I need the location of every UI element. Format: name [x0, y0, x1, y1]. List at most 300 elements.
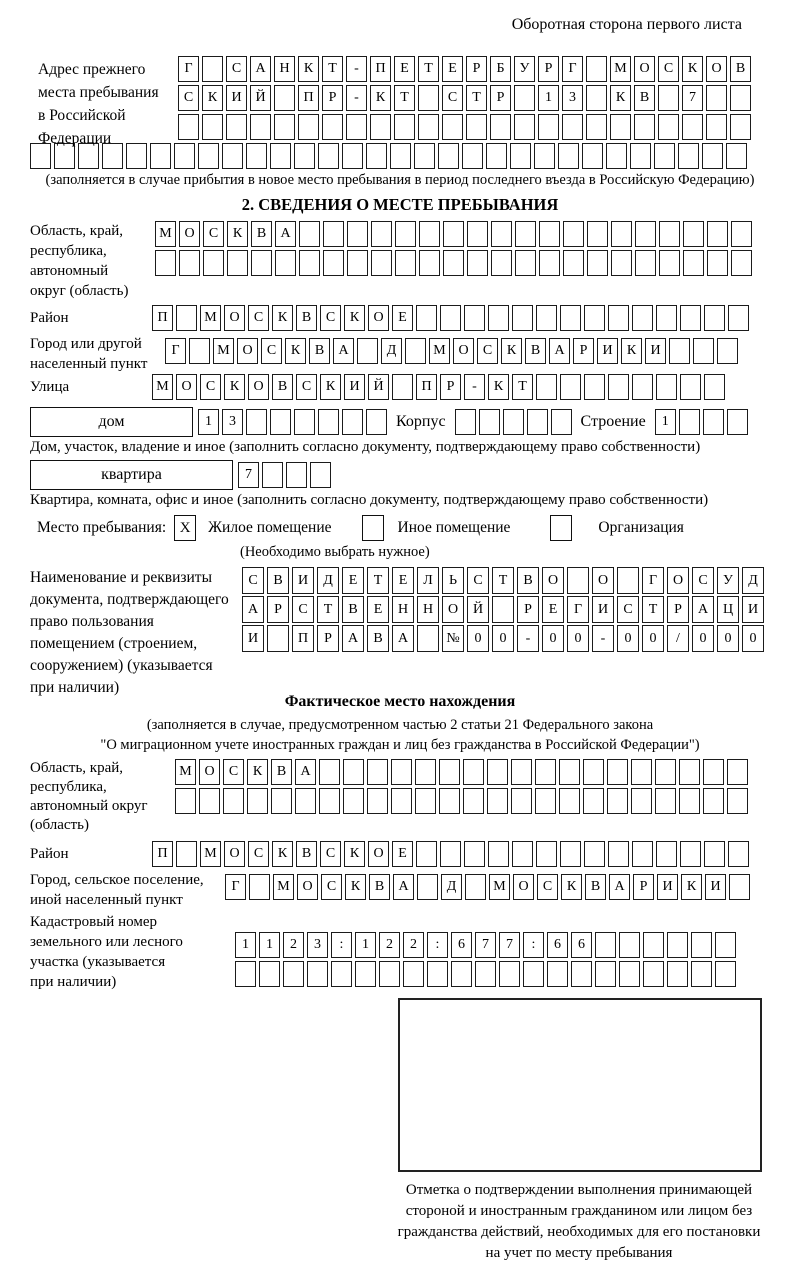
form-cell[interactable]	[419, 221, 440, 247]
form-cell[interactable]	[487, 759, 508, 785]
form-cell[interactable]: Е	[392, 567, 414, 594]
form-cell[interactable]	[294, 409, 315, 435]
form-cell[interactable]	[515, 221, 536, 247]
form-cell[interactable]	[463, 788, 484, 814]
form-cell[interactable]: К	[344, 841, 365, 867]
form-cell[interactable]	[679, 409, 700, 435]
form-cell[interactable]: С	[223, 759, 244, 785]
form-cell[interactable]	[514, 85, 535, 111]
form-cell[interactable]	[367, 788, 388, 814]
form-cell[interactable]	[559, 759, 580, 785]
form-cell[interactable]	[535, 788, 556, 814]
form-cell[interactable]	[347, 221, 368, 247]
form-cell[interactable]: С	[537, 874, 558, 900]
form-cell[interactable]: А	[692, 596, 714, 623]
form-cell[interactable]: 1	[198, 409, 219, 435]
form-cell[interactable]: Е	[392, 305, 413, 331]
form-cell[interactable]	[656, 305, 677, 331]
form-cell[interactable]	[617, 567, 639, 594]
form-cell[interactable]: О	[297, 874, 318, 900]
form-cell[interactable]	[680, 374, 701, 400]
form-cell[interactable]: А	[342, 625, 364, 652]
form-cell[interactable]	[174, 143, 195, 169]
form-cell[interactable]: Г	[562, 56, 583, 82]
form-cell[interactable]	[259, 961, 280, 987]
checkbox-inoe[interactable]	[362, 515, 384, 541]
form-cell[interactable]	[370, 114, 391, 140]
form-cell[interactable]: Г	[567, 596, 589, 623]
form-cell[interactable]: А	[609, 874, 630, 900]
form-cell[interactable]	[728, 305, 749, 331]
form-cell[interactable]: 1	[355, 932, 376, 958]
form-cell[interactable]: С	[477, 338, 498, 364]
form-cell[interactable]	[492, 596, 514, 623]
form-cell[interactable]: Р	[322, 85, 343, 111]
form-cell[interactable]: К	[298, 56, 319, 82]
form-cell[interactable]	[631, 788, 652, 814]
form-cell[interactable]: С	[442, 85, 463, 111]
form-cell[interactable]	[371, 250, 392, 276]
form-cell[interactable]: А	[275, 221, 296, 247]
form-cell[interactable]: А	[250, 56, 271, 82]
form-cell[interactable]: С	[692, 567, 714, 594]
form-cell[interactable]: В	[517, 567, 539, 594]
form-cell[interactable]: Й	[368, 374, 389, 400]
form-cell[interactable]	[267, 625, 289, 652]
form-cell[interactable]: М	[200, 841, 221, 867]
form-cell[interactable]	[342, 143, 363, 169]
form-cell[interactable]	[611, 221, 632, 247]
form-cell[interactable]	[323, 221, 344, 247]
form-cell[interactable]: 0	[467, 625, 489, 652]
form-cell[interactable]	[730, 85, 751, 111]
form-cell[interactable]: 3	[562, 85, 583, 111]
form-cell[interactable]: С	[321, 874, 342, 900]
form-cell[interactable]	[319, 759, 340, 785]
form-cell[interactable]	[226, 114, 247, 140]
form-cell[interactable]	[499, 961, 520, 987]
form-cell[interactable]	[299, 221, 320, 247]
form-cell[interactable]: А	[393, 874, 414, 900]
form-cell[interactable]: К	[224, 374, 245, 400]
form-cell[interactable]: С	[200, 374, 221, 400]
form-cell[interactable]	[443, 221, 464, 247]
form-cell[interactable]	[703, 409, 724, 435]
form-cell[interactable]: 7	[682, 85, 703, 111]
form-cell[interactable]	[534, 143, 555, 169]
form-cell[interactable]	[654, 143, 675, 169]
form-cell[interactable]	[655, 759, 676, 785]
form-cell[interactable]: П	[416, 374, 437, 400]
form-cell[interactable]: О	[542, 567, 564, 594]
form-cell[interactable]	[274, 114, 295, 140]
form-cell[interactable]: Е	[367, 596, 389, 623]
form-cell[interactable]	[630, 143, 651, 169]
form-cell[interactable]: №	[442, 625, 464, 652]
form-cell[interactable]	[535, 759, 556, 785]
form-cell[interactable]	[439, 759, 460, 785]
form-cell[interactable]: М	[155, 221, 176, 247]
form-cell[interactable]	[667, 932, 688, 958]
form-cell[interactable]: Р	[267, 596, 289, 623]
form-cell[interactable]	[704, 841, 725, 867]
form-cell[interactable]: К	[272, 305, 293, 331]
form-cell[interactable]	[250, 114, 271, 140]
form-cell[interactable]	[551, 409, 572, 435]
form-cell[interactable]	[582, 143, 603, 169]
form-cell[interactable]: Р	[517, 596, 539, 623]
form-cell[interactable]: А	[242, 596, 264, 623]
form-cell[interactable]: :	[331, 932, 352, 958]
form-cell[interactable]: Р	[573, 338, 594, 364]
form-cell[interactable]: К	[202, 85, 223, 111]
form-cell[interactable]	[275, 250, 296, 276]
form-cell[interactable]	[487, 788, 508, 814]
form-cell[interactable]: О	[706, 56, 727, 82]
form-cell[interactable]	[635, 250, 656, 276]
form-cell[interactable]: С	[248, 841, 269, 867]
form-cell[interactable]	[355, 961, 376, 987]
form-cell[interactable]	[488, 841, 509, 867]
form-cell[interactable]	[731, 221, 752, 247]
form-cell[interactable]: В	[251, 221, 272, 247]
form-cell[interactable]	[503, 409, 524, 435]
form-cell[interactable]: Т	[418, 56, 439, 82]
form-cell[interactable]: Т	[394, 85, 415, 111]
form-cell[interactable]	[704, 374, 725, 400]
form-cell[interactable]	[343, 788, 364, 814]
form-cell[interactable]: 3	[222, 409, 243, 435]
form-cell[interactable]	[527, 409, 548, 435]
form-cell[interactable]	[415, 788, 436, 814]
form-cell[interactable]	[403, 961, 424, 987]
form-cell[interactable]: П	[298, 85, 319, 111]
form-cell[interactable]: К	[488, 374, 509, 400]
form-cell[interactable]	[643, 961, 664, 987]
form-cell[interactable]	[249, 874, 270, 900]
form-cell[interactable]: И	[705, 874, 726, 900]
form-cell[interactable]: И	[742, 596, 764, 623]
form-cell[interactable]	[455, 409, 476, 435]
form-cell[interactable]	[395, 250, 416, 276]
form-cell[interactable]: В	[272, 374, 293, 400]
form-cell[interactable]	[539, 221, 560, 247]
form-cell[interactable]	[464, 841, 485, 867]
form-cell[interactable]: В	[634, 85, 655, 111]
form-cell[interactable]	[731, 250, 752, 276]
form-cell[interactable]: А	[333, 338, 354, 364]
form-cell[interactable]	[442, 114, 463, 140]
form-cell[interactable]: 2	[403, 932, 424, 958]
form-cell[interactable]: К	[272, 841, 293, 867]
form-cell[interactable]	[715, 932, 736, 958]
form-cell[interactable]	[178, 114, 199, 140]
checkbox-zhiloe[interactable]: X	[174, 515, 196, 541]
form-cell[interactable]	[198, 143, 219, 169]
form-cell[interactable]	[658, 85, 679, 111]
form-cell[interactable]: О	[224, 305, 245, 331]
form-cell[interactable]: К	[247, 759, 268, 785]
form-cell[interactable]: Т	[642, 596, 664, 623]
form-cell[interactable]	[467, 221, 488, 247]
form-cell[interactable]: 0	[617, 625, 639, 652]
form-cell[interactable]	[199, 788, 220, 814]
form-cell[interactable]: И	[292, 567, 314, 594]
form-cell[interactable]: Р	[633, 874, 654, 900]
form-cell[interactable]: 0	[567, 625, 589, 652]
form-cell[interactable]: К	[285, 338, 306, 364]
form-cell[interactable]: И	[592, 596, 614, 623]
form-cell[interactable]	[631, 759, 652, 785]
form-cell[interactable]	[307, 961, 328, 987]
form-cell[interactable]	[467, 250, 488, 276]
form-cell[interactable]: В	[369, 874, 390, 900]
form-cell[interactable]	[707, 221, 728, 247]
form-cell[interactable]	[394, 114, 415, 140]
form-cell[interactable]: 1	[259, 932, 280, 958]
form-cell[interactable]: В	[267, 567, 289, 594]
form-cell[interactable]: М	[610, 56, 631, 82]
form-cell[interactable]: :	[523, 932, 544, 958]
form-cell[interactable]: Д	[441, 874, 462, 900]
form-cell[interactable]: О	[592, 567, 614, 594]
form-cell[interactable]	[227, 250, 248, 276]
form-cell[interactable]	[322, 114, 343, 140]
form-cell[interactable]	[728, 841, 749, 867]
form-cell[interactable]: А	[392, 625, 414, 652]
form-cell[interactable]	[391, 759, 412, 785]
form-cell[interactable]	[176, 305, 197, 331]
form-cell[interactable]	[547, 961, 568, 987]
form-cell[interactable]: М	[429, 338, 450, 364]
form-cell[interactable]	[414, 143, 435, 169]
form-cell[interactable]	[727, 409, 748, 435]
form-cell[interactable]	[466, 114, 487, 140]
form-cell[interactable]: Т	[512, 374, 533, 400]
form-cell[interactable]: 7	[475, 932, 496, 958]
form-cell[interactable]	[479, 409, 500, 435]
form-cell[interactable]	[536, 841, 557, 867]
form-cell[interactable]	[539, 250, 560, 276]
form-cell[interactable]	[656, 841, 677, 867]
form-cell[interactable]: У	[717, 567, 739, 594]
form-cell[interactable]: К	[621, 338, 642, 364]
form-cell[interactable]: Р	[466, 56, 487, 82]
form-cell[interactable]	[511, 788, 532, 814]
form-cell[interactable]: С	[248, 305, 269, 331]
form-cell[interactable]	[560, 305, 581, 331]
form-cell[interactable]	[682, 114, 703, 140]
form-cell[interactable]	[515, 250, 536, 276]
form-cell[interactable]: М	[200, 305, 221, 331]
form-cell[interactable]	[656, 374, 677, 400]
form-cell[interactable]	[643, 932, 664, 958]
form-cell[interactable]: Е	[442, 56, 463, 82]
form-cell[interactable]	[584, 305, 605, 331]
form-cell[interactable]: Й	[250, 85, 271, 111]
form-cell[interactable]	[715, 961, 736, 987]
form-cell[interactable]: 7	[238, 462, 259, 488]
form-cell[interactable]: О	[634, 56, 655, 82]
form-cell[interactable]	[693, 338, 714, 364]
form-cell[interactable]	[659, 221, 680, 247]
form-cell[interactable]	[669, 338, 690, 364]
form-cell[interactable]	[418, 114, 439, 140]
form-cell[interactable]: В	[730, 56, 751, 82]
form-cell[interactable]	[318, 409, 339, 435]
form-cell[interactable]: -	[346, 56, 367, 82]
form-cell[interactable]: 7	[499, 932, 520, 958]
form-cell[interactable]: К	[344, 305, 365, 331]
form-cell[interactable]	[562, 114, 583, 140]
form-cell[interactable]	[443, 250, 464, 276]
form-cell[interactable]	[727, 759, 748, 785]
form-cell[interactable]: К	[501, 338, 522, 364]
form-cell[interactable]: О	[667, 567, 689, 594]
form-cell[interactable]: 1	[655, 409, 676, 435]
form-cell[interactable]	[323, 250, 344, 276]
form-cell[interactable]: 1	[235, 932, 256, 958]
form-cell[interactable]: О	[237, 338, 258, 364]
form-cell[interactable]	[587, 221, 608, 247]
form-cell[interactable]: К	[610, 85, 631, 111]
form-cell[interactable]	[586, 85, 607, 111]
form-cell[interactable]	[595, 932, 616, 958]
form-cell[interactable]	[679, 788, 700, 814]
form-cell[interactable]: П	[292, 625, 314, 652]
form-cell[interactable]: У	[514, 56, 535, 82]
form-cell[interactable]	[586, 114, 607, 140]
form-cell[interactable]	[680, 305, 701, 331]
form-cell[interactable]	[514, 114, 535, 140]
form-cell[interactable]	[558, 143, 579, 169]
form-cell[interactable]: О	[368, 841, 389, 867]
form-cell[interactable]	[283, 961, 304, 987]
form-cell[interactable]	[299, 250, 320, 276]
form-cell[interactable]	[571, 961, 592, 987]
form-cell[interactable]: С	[178, 85, 199, 111]
form-cell[interactable]: И	[597, 338, 618, 364]
form-cell[interactable]: 0	[642, 625, 664, 652]
form-cell[interactable]	[607, 788, 628, 814]
form-cell[interactable]	[632, 305, 653, 331]
form-cell[interactable]: В	[525, 338, 546, 364]
form-cell[interactable]: Т	[466, 85, 487, 111]
form-cell[interactable]: Д	[381, 338, 402, 364]
form-cell[interactable]	[704, 305, 725, 331]
form-cell[interactable]	[560, 374, 581, 400]
form-cell[interactable]: 3	[307, 932, 328, 958]
checkbox-organizatsiya[interactable]	[550, 515, 572, 541]
form-cell[interactable]	[678, 143, 699, 169]
form-cell[interactable]	[465, 874, 486, 900]
form-cell[interactable]: Д	[317, 567, 339, 594]
form-cell[interactable]: В	[296, 841, 317, 867]
form-cell[interactable]	[371, 221, 392, 247]
form-cell[interactable]: Г	[225, 874, 246, 900]
form-cell[interactable]: Е	[542, 596, 564, 623]
form-cell[interactable]: М	[213, 338, 234, 364]
form-cell[interactable]: О	[442, 596, 464, 623]
form-cell[interactable]	[395, 221, 416, 247]
form-cell[interactable]: С	[617, 596, 639, 623]
form-cell[interactable]: П	[370, 56, 391, 82]
form-cell[interactable]	[342, 409, 363, 435]
form-cell[interactable]: 1	[538, 85, 559, 111]
form-cell[interactable]: И	[242, 625, 264, 652]
form-cell[interactable]	[251, 250, 272, 276]
form-cell[interactable]: Н	[417, 596, 439, 623]
form-cell[interactable]: И	[226, 85, 247, 111]
form-cell[interactable]	[606, 143, 627, 169]
form-cell[interactable]: Н	[274, 56, 295, 82]
form-cell[interactable]	[702, 143, 723, 169]
form-cell[interactable]	[262, 462, 283, 488]
form-cell[interactable]	[488, 305, 509, 331]
form-cell[interactable]	[419, 250, 440, 276]
form-cell[interactable]	[730, 114, 751, 140]
form-cell[interactable]	[463, 759, 484, 785]
form-cell[interactable]	[451, 961, 472, 987]
form-cell[interactable]: С	[320, 305, 341, 331]
form-cell[interactable]: М	[152, 374, 173, 400]
form-cell[interactable]	[343, 759, 364, 785]
form-cell[interactable]	[679, 759, 700, 785]
form-cell[interactable]	[667, 961, 688, 987]
form-cell[interactable]	[347, 250, 368, 276]
form-cell[interactable]: -	[517, 625, 539, 652]
form-cell[interactable]: 2	[379, 932, 400, 958]
form-cell[interactable]	[417, 874, 438, 900]
form-cell[interactable]: С	[261, 338, 282, 364]
form-cell[interactable]	[510, 143, 531, 169]
form-cell[interactable]	[659, 250, 680, 276]
form-cell[interactable]	[475, 961, 496, 987]
form-cell[interactable]	[295, 788, 316, 814]
form-cell[interactable]: К	[682, 56, 703, 82]
form-cell[interactable]: И	[657, 874, 678, 900]
form-cell[interactable]	[607, 759, 628, 785]
form-cell[interactable]	[405, 338, 426, 364]
form-cell[interactable]	[560, 841, 581, 867]
form-cell[interactable]: Р	[440, 374, 461, 400]
form-cell[interactable]: С	[226, 56, 247, 82]
form-cell[interactable]	[563, 250, 584, 276]
form-cell[interactable]: В	[309, 338, 330, 364]
form-cell[interactable]: 0	[542, 625, 564, 652]
form-cell[interactable]	[703, 788, 724, 814]
form-cell[interactable]: -	[592, 625, 614, 652]
form-cell[interactable]	[286, 462, 307, 488]
form-cell[interactable]: Р	[317, 625, 339, 652]
form-cell[interactable]	[418, 85, 439, 111]
form-cell[interactable]: С	[658, 56, 679, 82]
form-cell[interactable]	[587, 250, 608, 276]
form-cell[interactable]: М	[489, 874, 510, 900]
form-cell[interactable]	[247, 788, 268, 814]
form-cell[interactable]: С	[203, 221, 224, 247]
form-cell[interactable]: К	[345, 874, 366, 900]
form-cell[interactable]: О	[248, 374, 269, 400]
form-cell[interactable]	[222, 143, 243, 169]
form-cell[interactable]: В	[367, 625, 389, 652]
form-cell[interactable]	[331, 961, 352, 987]
form-cell[interactable]	[392, 374, 413, 400]
form-cell[interactable]: :	[427, 932, 448, 958]
form-cell[interactable]	[294, 143, 315, 169]
form-cell[interactable]: К	[561, 874, 582, 900]
form-cell[interactable]: О	[199, 759, 220, 785]
